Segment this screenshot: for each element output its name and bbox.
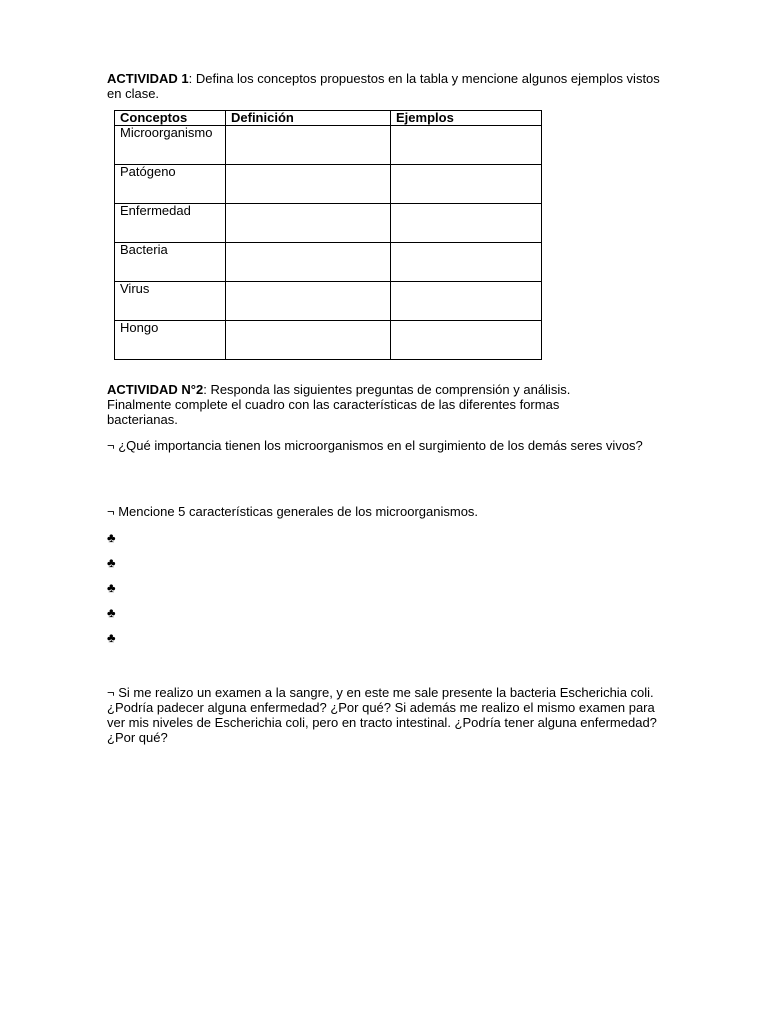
examples-cell[interactable] bbox=[391, 204, 542, 243]
concepts-table bbox=[114, 110, 542, 360]
activity-2-text: : Responda las siguientes preguntas de comprensión y análisis. Finalmente complete el cuadro con las características de las diferentes formas bacterianas. bbox=[107, 382, 571, 427]
examples-cell[interactable] bbox=[391, 282, 542, 321]
definition-cell[interactable] bbox=[226, 282, 391, 321]
activity-2-label: ACTIVIDAD N°2 bbox=[107, 382, 204, 397]
club-bullet-icon: ♣ bbox=[107, 605, 116, 620]
definition-cell[interactable] bbox=[226, 165, 391, 204]
header-definicion: Definición bbox=[226, 111, 391, 126]
club-bullet-icon: ♣ bbox=[107, 555, 116, 570]
definition-cell[interactable] bbox=[226, 243, 391, 282]
question-2: ¬ Mencione 5 características generales de los microorganismos. bbox=[107, 504, 479, 519]
examples-cell[interactable] bbox=[391, 243, 542, 282]
table-row bbox=[115, 243, 542, 282]
examples-cell[interactable] bbox=[391, 321, 542, 360]
definition-cell[interactable] bbox=[226, 204, 391, 243]
question-3: ¬ Si me realizo un examen a la sangre, y en este me sale presente la bacteria Escherichia coli. ¿Podría padecer alguna enfermedad? ¿Por qué? Si además me realizo el mismo examen para ver mis niveles de Escherichia coli, pero en tracto intestinal. ¿Podría tener alguna enfermedad? ¿Por qué? bbox=[107, 685, 657, 745]
activity-1-instructions bbox=[107, 71, 667, 101]
concept-cell: Microorganismo bbox=[115, 126, 226, 165]
table-row bbox=[115, 321, 542, 360]
examples-cell[interactable] bbox=[391, 126, 542, 165]
header-conceptos: Conceptos bbox=[115, 111, 226, 126]
club-bullet-icon: ♣ bbox=[107, 630, 116, 645]
header-ejemplos: Ejemplos bbox=[391, 111, 542, 126]
activity-1-text: : Defina los conceptos propuestos en la tabla y mencione algunos ejemplos vistos en clase. bbox=[107, 71, 660, 101]
table-row bbox=[115, 165, 542, 204]
table-row bbox=[115, 204, 542, 243]
table-row bbox=[115, 282, 542, 321]
concept-cell: Enfermedad bbox=[115, 204, 226, 243]
examples-cell[interactable] bbox=[391, 165, 542, 204]
club-bullet-icon: ♣ bbox=[107, 530, 116, 545]
definition-cell[interactable] bbox=[226, 126, 391, 165]
definition-cell[interactable] bbox=[226, 321, 391, 360]
concept-cell: Virus bbox=[115, 282, 226, 321]
activity-1-label: ACTIVIDAD 1 bbox=[107, 71, 189, 86]
activity-2-instructions bbox=[107, 382, 627, 427]
club-bullet-icon: ♣ bbox=[107, 580, 116, 595]
question-1: ¬ ¿Qué importancia tienen los microorganismos en el surgimiento de los demás seres vivos? bbox=[107, 438, 643, 453]
table-header-row bbox=[115, 111, 542, 126]
table-row bbox=[115, 126, 542, 165]
concept-cell: Bacteria bbox=[115, 243, 226, 282]
concept-cell: Hongo bbox=[115, 321, 226, 360]
concept-cell: Patógeno bbox=[115, 165, 226, 204]
answer-bullet-list bbox=[107, 530, 116, 655]
